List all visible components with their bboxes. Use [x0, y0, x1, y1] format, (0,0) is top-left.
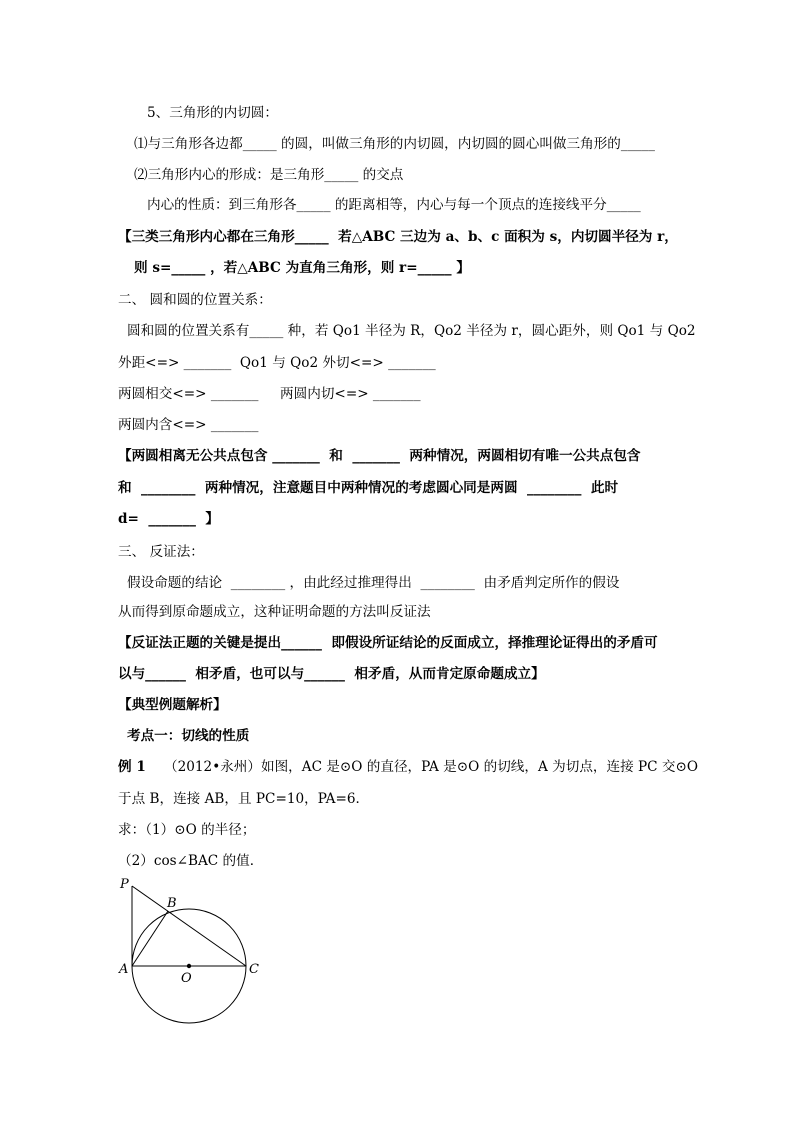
incenter-property: 内心的性质：到三角形各_____ 的距离相等，内心与每一个顶点的连接线平分_____ [147, 197, 641, 213]
circle-relations-note-3: d= _______ 】 [118, 511, 219, 527]
incircle-note-line-1: 【三类三角形内心都在三角形_____ 若△ABC 三边为 a、b、c 面积为 s，内切圆半径为 r， [118, 229, 678, 245]
topic-one-heading: 考点一：切线的性质 [127, 728, 250, 744]
geometry-figure [110, 872, 270, 1042]
example-1-question-2: （2）cos∠BAC 的值． [118, 853, 264, 869]
circle-relations-note-1: 【两圆相离无公共点包含 _______ 和 _______ 两种情况，两圆相切有唯一公共点包含 [118, 448, 641, 464]
label-c: C [249, 962, 259, 977]
circle-relations-external: 外距<=> _______ Qo1 与 Qo2 外切<=> _______ [118, 355, 436, 371]
center-point [187, 964, 191, 968]
section-circle-relations-title: 二、 圆和圆的位置关系： [118, 292, 272, 308]
segment-ab [132, 911, 168, 966]
section-incircle-title: 5、三角形的内切圆： [147, 105, 278, 121]
circle-relations-intro: 圆和圆的位置关系有_____ 种，若 Qo1 半径为 R，Qo2 半径为 r，圆心距外，则 Qo1 与 Qo2 [127, 323, 696, 339]
label-b: B [167, 896, 177, 911]
contradiction-note-1: 【反证法正题的关键是提出______ 即假设所证结论的反面成立，择推理论证得出的矛盾可 [118, 635, 658, 651]
incircle-item-2: ⑵三角形内心的形成：是三角形_____ 的交点 [134, 167, 404, 183]
example-1-text: （2012•永州）如图，AC 是⊙O 的直径，PA 是⊙O 的切线，A 为切点，连接 PC 交⊙O [164, 759, 699, 775]
circle-relations-contain: 两圆内含<=> _______ [118, 417, 259, 433]
examples-heading: 【典型例题解析】 [118, 697, 227, 713]
segment-pc [132, 886, 246, 966]
section-contradiction-title: 三、 反证法： [118, 544, 204, 560]
label-a: A [119, 962, 129, 977]
example-1-question-1: 求：（1）⊙O 的半径； [118, 822, 256, 838]
contradiction-text-2: 从而得到原命题成立，这种证明命题的方法叫反证法 [118, 604, 431, 620]
circle-relations-intersect: 两圆相交<=> _______ 两圆内切<=> _______ [118, 386, 421, 402]
incircle-note-line-2: 则 s=_____ ，若△ABC 为直角三角形，则 r=_____ 】 [134, 260, 470, 276]
contradiction-text-1: 假设命题的结论 ________ ，由此经过推理得出 ________ 由矛盾判定所作的假设 [127, 575, 620, 591]
label-o: O [181, 971, 192, 986]
circle-relations-note-2: 和 ________ 两种情况，注意题目中两种情况的考虑圆心同是两圆 ________ 此时 [118, 480, 619, 496]
example-1-label: 例 1 [118, 759, 146, 775]
label-p: P [120, 877, 129, 892]
incircle-item-1: ⑴与三角形各边都_____ 的圆，叫做三角形的内切圆，内切圆的圆心叫做三角形的_____ [134, 136, 655, 152]
contradiction-note-2: 以与______ 相矛盾，也可以与______ 相矛盾，从而肯定原命题成立】 [118, 666, 545, 682]
example-1-text-2: 于点 B，连接 AB，且 PC=10，PA=6． [118, 791, 370, 807]
